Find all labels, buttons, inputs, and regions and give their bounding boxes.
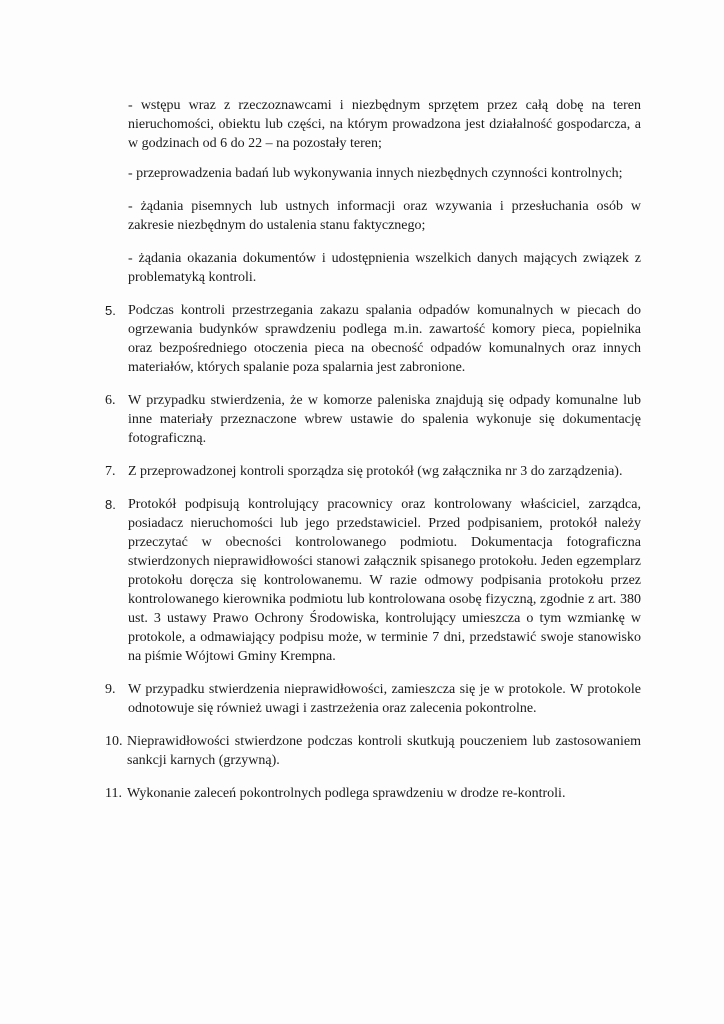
numbered-item-11 bbox=[105, 784, 641, 803]
item-number: 9. bbox=[105, 682, 116, 697]
numbered-item-6 bbox=[105, 391, 641, 448]
numbered-item-10 bbox=[105, 732, 641, 770]
numbered-item-9 bbox=[105, 680, 641, 718]
item-number: 6. bbox=[105, 393, 116, 408]
item-number: 8. bbox=[105, 497, 116, 512]
document-body bbox=[105, 96, 641, 814]
item-number: 11. bbox=[105, 786, 122, 801]
item-text: Protokół podpisują kontrolujący pracownicy oraz kontrolowany właściciel, zarządca, posiadacz nieruchomości lub jego przedstawiciel. Przed podpisaniem, protokół należy przeczytać w obecności kontrolowanego podmiotu. Dokumentacja fotograficzna stwierdzonych nieprawidłowości stanowi załącznik spisanego protokołu. Jeden egzemplarz protokołu doręcza się kontrolowanemu. W razie odmowy podpisania protokołu przez kontrolowanego kierownika podmiotu lub kontrolowana osobę fizyczną, zgodnie z art. 380 ust. 3 ustawy Prawo Ochrony Środowiska, kontrolujący umieszcza o tym wzmiankę w protokole, a odmawiający podpisu może, w terminie 7 dni, przedstawić swoje stanowisko na piśmie Wójtowi Gminy Krempna. bbox=[128, 497, 641, 664]
item-text: W przypadku stwierdzenia nieprawidłowości, zamieszcza się je w protokole. W protokole odnotowuje się również uwagi i zastrzeżenia oraz zalecenia pokontrolne. bbox=[128, 682, 641, 716]
numbered-item-8 bbox=[105, 495, 641, 666]
dash-item-inspection-activities: - przeprowadzenia badań lub wykonywania innych niezbędnych czynności kontrolnych; bbox=[128, 166, 623, 181]
dash-item-documents-request: - żądania okazania dokumentów i udostępnienia wszelkich danych mających związek z problematyką kontroli. bbox=[128, 251, 641, 285]
item-number: 10. bbox=[105, 734, 123, 749]
item-text: W przypadku stwierdzenia, że w komorze paleniska znajdują się odpady komunalne lub inne materiały przeznaczone wbrew ustawie do spalenia wykonuje się dokumentację fotograficzną. bbox=[128, 393, 641, 446]
numbered-item-7 bbox=[105, 462, 641, 481]
dash-item-entry: - wstępu wraz z rzeczoznawcami i niezbędnym sprzętem przez całą dobę na teren nieruchomości, obiektu lub części, na którym prowadzona jest działalność gospodarcza, a w godzinach od 6 do 22 – na pozostały teren; bbox=[128, 98, 641, 151]
item-text: Podczas kontroli przestrzegania zakazu spalania odpadów komunalnych w piecach do ogrzewania budynków sprawdzeniu podlega m.in. zawartość komory pieca, popielnika oraz bezpośredniego otoczenia pieca na obecność odpadów komunalnych oraz innych materiałów, których spalanie poza spalarnia jest zabronione. bbox=[128, 303, 641, 375]
item-number: 5. bbox=[105, 303, 116, 318]
item-text: Z przeprowadzonej kontroli sporządza się protokół (wg załącznika nr 3 do zarządzenia). bbox=[128, 464, 623, 479]
dash-item-information-request: - żądania pisemnych lub ustnych informacji oraz wzywania i przesłuchania osób w zakresie niezbędnym do ustalenia stanu faktycznego; bbox=[128, 199, 641, 233]
item-text: Nieprawidłowości stwierdzone podczas kontroli skutkują pouczeniem lub zastosowaniem sankcji karnych (grzywną). bbox=[127, 734, 641, 768]
item-text: Wykonanie zaleceń pokontrolnych podlega sprawdzeniu w drodze re-kontroli. bbox=[127, 786, 566, 801]
numbered-item-5 bbox=[105, 301, 641, 377]
item-number: 7. bbox=[105, 464, 116, 479]
